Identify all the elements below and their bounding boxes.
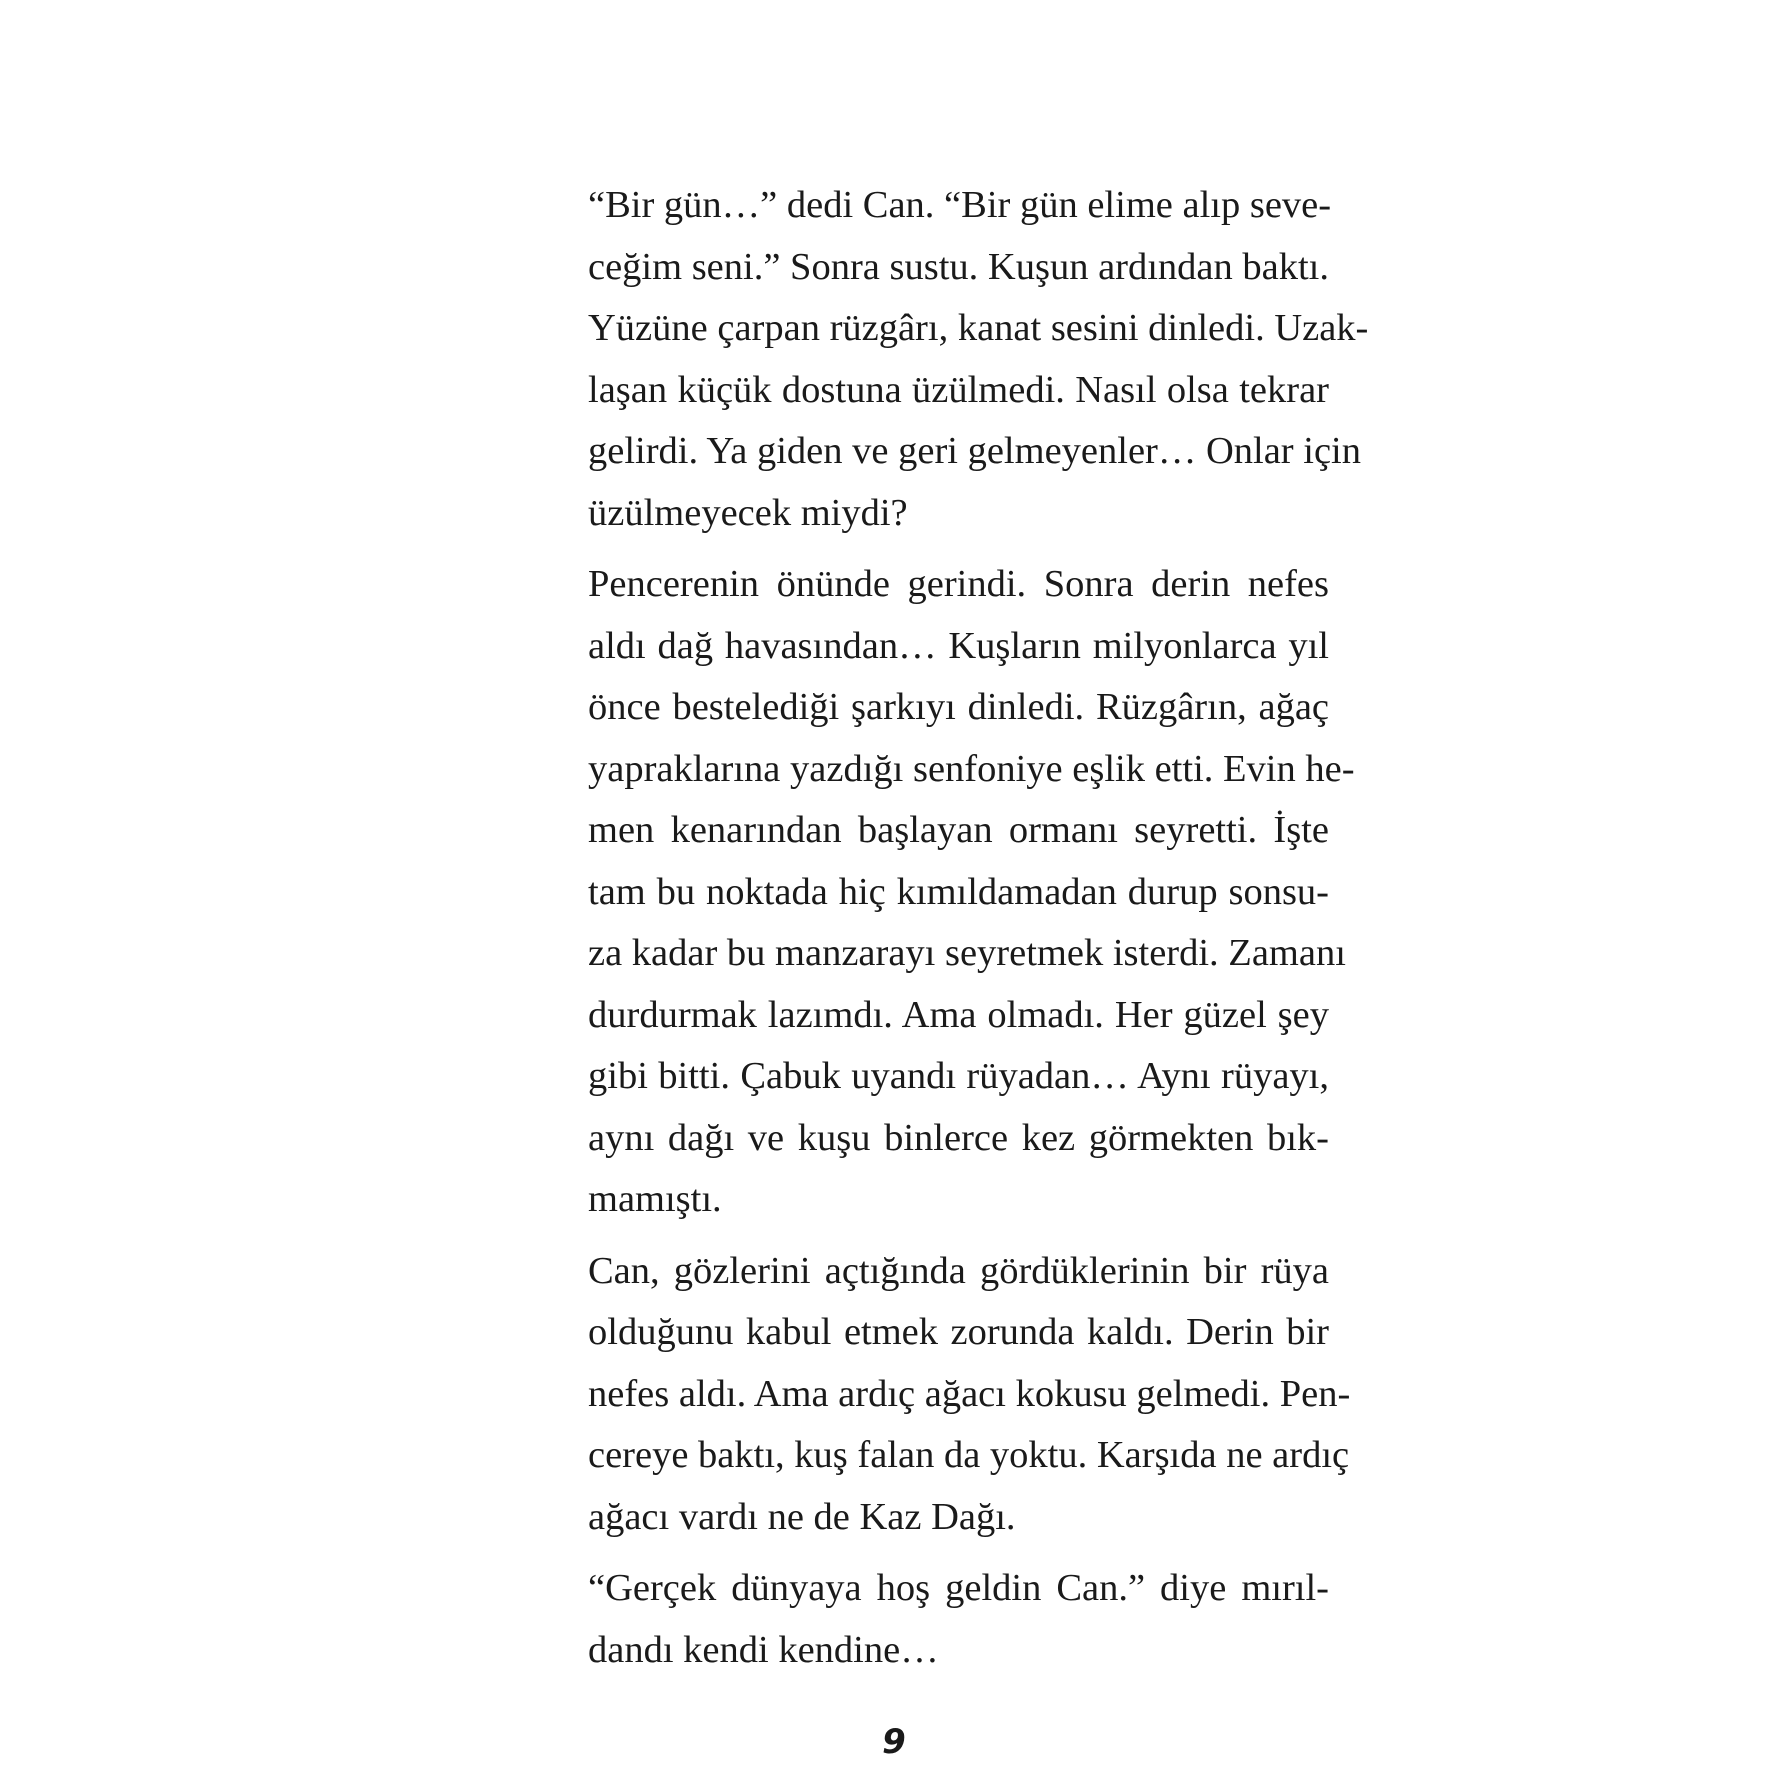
text-line: Pencerenin önünde gerindi. Sonra derin nefes <box>588 563 1329 605</box>
text-line: aynı dağı ve kuşu binlerce kez görmekten bık- <box>588 1116 1329 1159</box>
text-line: cereye baktı, kuş falan da yoktu. Karşıda ne ardıç <box>588 1434 1350 1476</box>
text-line: olduğunu kabul etmek zorunda kaldı. Derin bir <box>588 1311 1329 1353</box>
paragraph-1 <box>541 175 1369 544</box>
text-line: önce bestelediği şarkıyı dinledi. Rüzgârın, ağaç <box>588 686 1329 728</box>
text-line: men kenarından başlayan ormanı seyretti. İşte <box>588 809 1329 851</box>
text-line: nefes aldı. Ama ardıç ağacı kokusu gelmedi. Pen- <box>588 1372 1351 1415</box>
page-number: 9 <box>882 1722 906 1762</box>
paragraph-4 <box>541 1558 1329 1681</box>
text-line: laşan küçük dostuna üzülmedi. Nasıl olsa tekrar <box>588 368 1329 411</box>
text-line: Can, gözlerini açtığında gördüklerinin bir rüya <box>588 1249 1329 1292</box>
text-line: za kadar bu manzarayı seyretmek isterdi. Zamanı <box>588 932 1346 974</box>
body-text <box>541 175 1369 1691</box>
text-line: dandı kendi kendine… <box>588 1628 939 1671</box>
text-line: aldı dağ havasından… Kuşların milyonlarca yıl <box>588 624 1329 667</box>
text-line: üzülmeyecek miydi? <box>588 491 908 534</box>
text-line: ceğim seni.” Sonra sustu. Kuşun ardından baktı. <box>588 245 1329 288</box>
text-line: “Gerçek dünyaya hoş geldin Can.” diye mırıl- <box>588 1567 1329 1609</box>
text-line: ağacı vardı ne de Kaz Dağı. <box>588 1495 1016 1538</box>
text-line: Yüzüne çarpan rüzgârı, kanat sesini dinledi. Uzak- <box>588 307 1369 349</box>
text-line: mamıştı. <box>588 1178 722 1220</box>
paragraph-3 <box>541 1241 1351 1549</box>
text-line: durdurmak lazımdı. Ama olmadı. Her güzel şey <box>588 993 1329 1036</box>
text-line: gibi bitti. Çabuk uyandı rüyadan… Aynı rüyayı, <box>588 1055 1329 1097</box>
text-line: tam bu noktada hiç kımıldamadan durup sonsu- <box>588 870 1329 913</box>
paragraph-2 <box>541 554 1355 1231</box>
text-line: gelirdi. Ya giden ve geri gelmeyenler… Onlar için <box>588 430 1361 472</box>
text-line: “Bir gün…” dedi Can. “Bir gün elime alıp seve- <box>588 184 1332 226</box>
text-line: yapraklarına yazdığı senfoniye eşlik etti. Evin he- <box>588 747 1355 790</box>
